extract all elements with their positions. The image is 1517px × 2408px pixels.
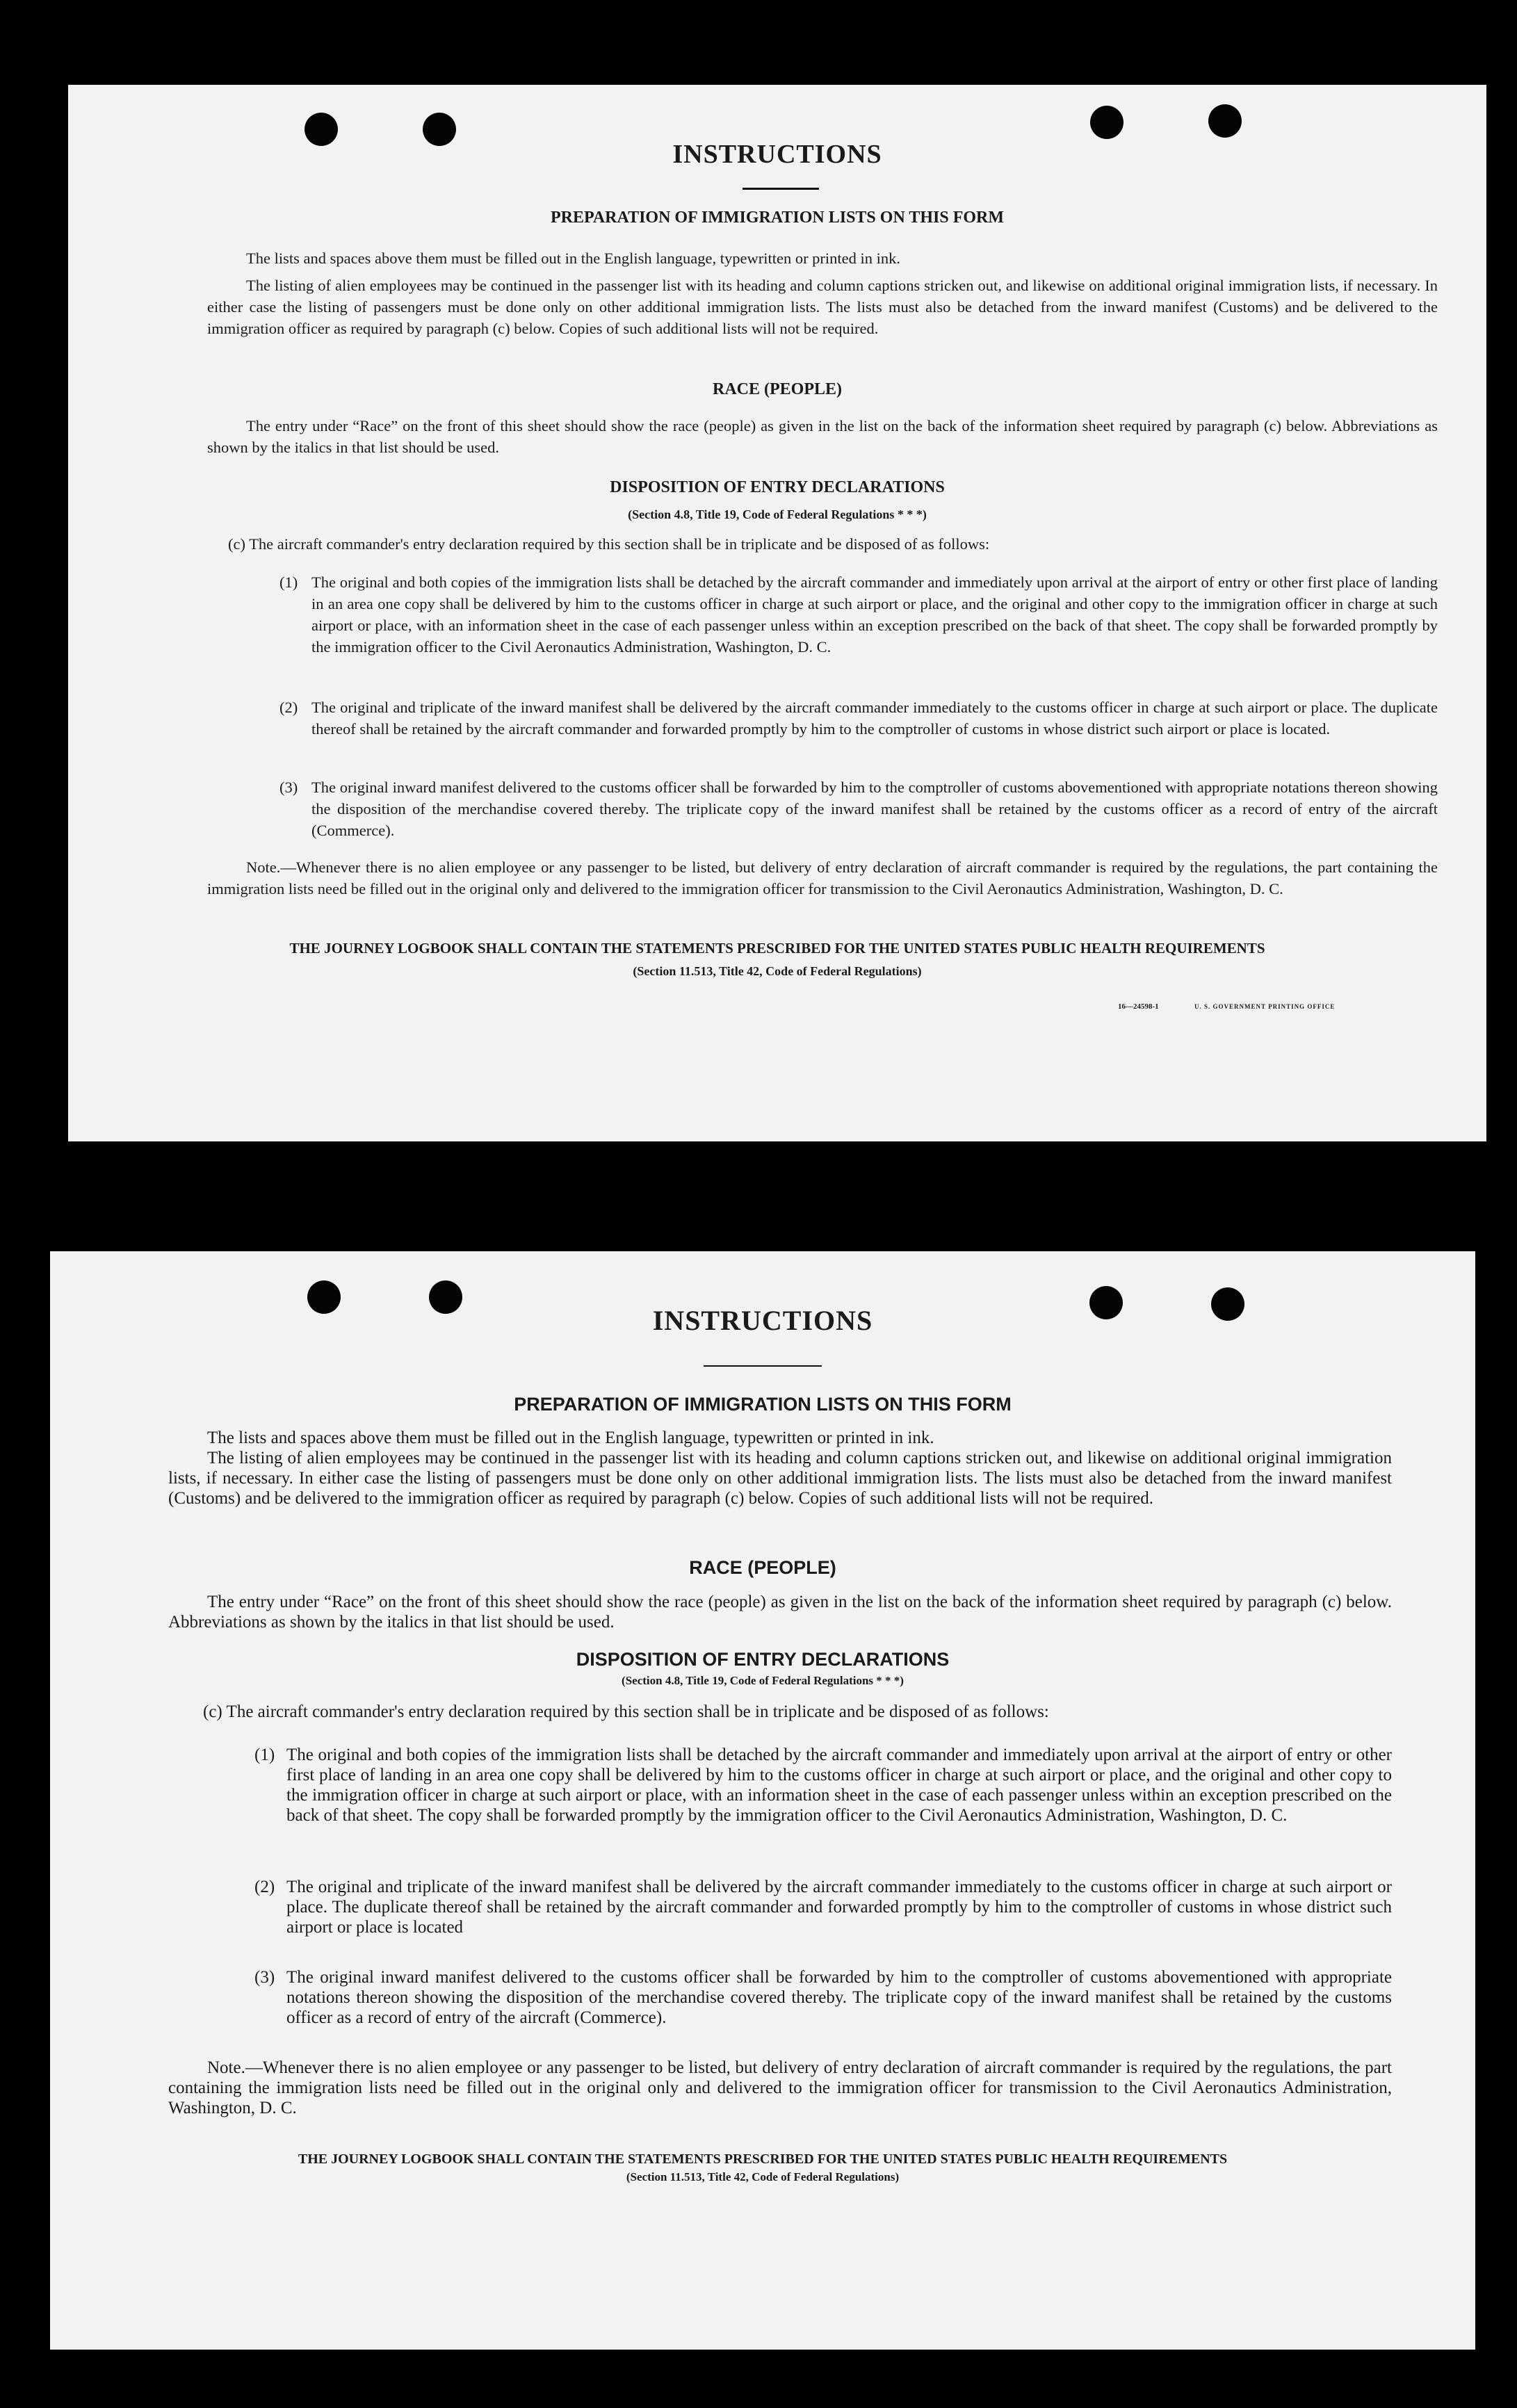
section-heading-preparation: PREPARATION OF IMMIGRATION LISTS ON THIS FORM [514,1394,1012,1415]
section-heading-race: RACE (PEOPLE) [689,1557,836,1578]
item-text: The original inward manifest delivered to the customs officer shall be forwarded by him to the comptroller of customs abovementioned with appropriate notations thereon showing the disposition of the merchandise covered thereby. The triplicate copy of the inward manifest shall be retained by the customs officer as a record of entry of the aircraft (Commerce). [311,779,1438,839]
punch-hole [1208,104,1242,138]
instruction-sheet-upper [68,85,1486,1141]
section-reference: (Section 4.8, Title 19, Code of Federal Regulations * * *) [628,507,927,521]
list-item [254,1745,1392,1825]
item-number: (3) [254,1968,275,1987]
punch-hole [1090,106,1123,139]
section-heading-race: RACE (PEOPLE) [713,380,842,398]
list-item [279,697,1438,740]
page-title: INSTRUCTIONS [652,1305,873,1336]
list-item [279,571,1438,658]
item-text: The original and triplicate of the inward manifest shall be delivered by the aircraft commander immediately to the customs officer in charge at such airport or place. The duplicate thereof shall be retained by the aircraft commander and forwarded promptly by him to the comptroller of customs in whose district such airport or place is located [286,1878,1392,1937]
paragraph-c: (c) The aircraft commander's entry declaration required by this section shall be in triplicate and be disposed of as follows: [228,535,990,553]
section-heading-preparation: PREPARATION OF IMMIGRATION LISTS ON THIS FORM [550,209,1005,227]
item-text: The original and triplicate of the inward manifest shall be delivered by the aircraft commander immediately to the customs officer in charge at such airport or place. The duplicate thereof shall be retained by the aircraft commander and forwarded promptly by him to the comptroller of customs in whose district such airport or place is located. [311,699,1438,738]
paragraph-race: The entry under “Race” on the front of this sheet should show the race (people) as given in the list on the back of the information sheet required by paragraph (c) below. Abbreviations as shown by the italics in that list should be used. [207,417,1438,456]
item-number: (3) [279,779,298,796]
item-number: (1) [254,1746,275,1764]
printing-office: U. S. GOVERNMENT PRINTING OFFICE [1194,1003,1336,1010]
note-paragraph: Note.—Whenever there is no alien employee or any passenger to be listed, but delivery of entry declaration of aircraft commander is required by the regulations, the part containing the immigration lists need be filled out in the original only and delivered to the immigration officer for transmission to the Civil Aeronautics Administration, Washington, D. C. [168,2058,1392,2117]
journey-logbook-statement: THE JOURNEY LOGBOOK SHALL CONTAIN THE STATEMENTS PRESCRIBED FOR THE UNITED STATES PUBLIC HEALTH REQUIREMENTS [298,2151,1228,2167]
journey-logbook-statement: THE JOURNEY LOGBOOK SHALL CONTAIN THE STATEMENTS PRESCRIBED FOR THE UNITED STATES PUBLIC HEALTH REQUIREMENTS [289,940,1265,957]
paragraph-race: The entry under “Race” on the front of this sheet should show the race (people) as given in the list on the back of the information sheet required by paragraph (c) below. Abbreviations as shown by the italics in that list should be used. [168,1593,1392,1632]
paragraph-alien-employees: The listing of alien employees may be continued in the passenger list with its heading and column captions stricken out, and likewise on additional original immigration lists, if necessary. In either case the listing of passengers must be done only on other additional immigration lists. The lists must also be detached from the inward manifest (Customs) and be delivered to the immigration officer as required by paragraph (c) below. Copies of such additional lists will not be required. [168,1449,1392,1508]
item-text: The original and both copies of the immigration lists shall be detached by the aircraft commander and immediately upon arrival at the airport of entry or other first place of landing in an area one copy shall be delivered by him to the customs officer in charge at such airport or place, and the original and other copy to the immigration officer in charge at such airport or place, with an information sheet in the case of each passenger unless within an exception prescribed on the back of that sheet. The copy shall be forwarded promptly by the immigration officer to the Civil Aeronautics Administration, Washington, D. C. [286,1746,1392,1825]
item-text: The original and both copies of the immigration lists shall be detached by the aircraft commander and immediately upon arrival at the airport of entry or other first place of landing in an area one copy shall be delivered by him to the customs officer in charge at such airport or place, and the original and other copy to the immigration officer in charge at such airport or place, with an information sheet in the case of each passenger unless within an exception prescribed on the back of that sheet. The copy shall be forwarded promptly by the immigration officer to the Civil Aeronautics Administration, Washington, D. C. [311,573,1438,656]
section-heading-disposition: DISPOSITION OF ENTRY DECLARATIONS [610,478,945,496]
paragraph-alien-employees: The listing of alien employees may be continued in the passenger list with its heading and column captions stricken out, and likewise on additional original immigration lists, if necessary. In either case the listing of passengers must be done only on other additional immigration lists. The lists must also be detached from the inward manifest (Customs) and be delivered to the immigration officer as required by paragraph (c) below. Copies of such additional lists will not be required. [207,277,1438,337]
title-rule [743,188,819,190]
section-heading-disposition: DISPOSITION OF ENTRY DECLARATIONS [576,1649,950,1670]
item-number: (1) [279,573,298,591]
page-title: INSTRUCTIONS [672,140,882,169]
journey-reference: (Section 11.513, Title 42, Code of Federal Regulations) [626,2170,900,2183]
journey-reference: (Section 11.513, Title 42, Code of Federal Regulations) [633,964,922,978]
title-rule [704,1365,822,1367]
form-number: 16—24598-1 [1118,1002,1159,1011]
paragraph-language: The lists and spaces above them must be filled out in the English language, typewritten or printed in ink. [246,250,901,267]
section-reference: (Section 4.8, Title 19, Code of Federal Regulations * * *) [622,1674,904,1687]
paragraph-c: (c) The aircraft commander's entry declaration required by this section shall be in triplicate and be disposed of as follows: [203,1702,1049,1721]
paragraph-language: The lists and spaces above them must be filled out in the English language, typewritten or printed in ink. [207,1429,934,1447]
item-number: (2) [254,1878,275,1896]
list-item [254,1877,1392,1937]
item-text: The original inward manifest delivered to the customs officer shall be forwarded by him to the comptroller of customs abovementioned with appropriate notations thereon showing the disposition of the merchandise covered thereby. The triplicate copy of the inward manifest shall be retained by the customs officer as a record of entry of the aircraft (Commerce). [286,1968,1392,2027]
item-number: (2) [279,699,298,716]
list-item [254,1967,1392,2028]
list-item [279,776,1438,841]
note-paragraph: Note.—Whenever there is no alien employee or any passenger to be listed, but delivery of entry declaration of aircraft commander is required by the regulations, the part containing the immigration lists need be filled out in the original only and delivered to the immigration officer for transmission to the Civil Aeronautics Administration, Washington, D. C. [207,859,1438,897]
instruction-sheet-lower [50,1251,1475,2350]
